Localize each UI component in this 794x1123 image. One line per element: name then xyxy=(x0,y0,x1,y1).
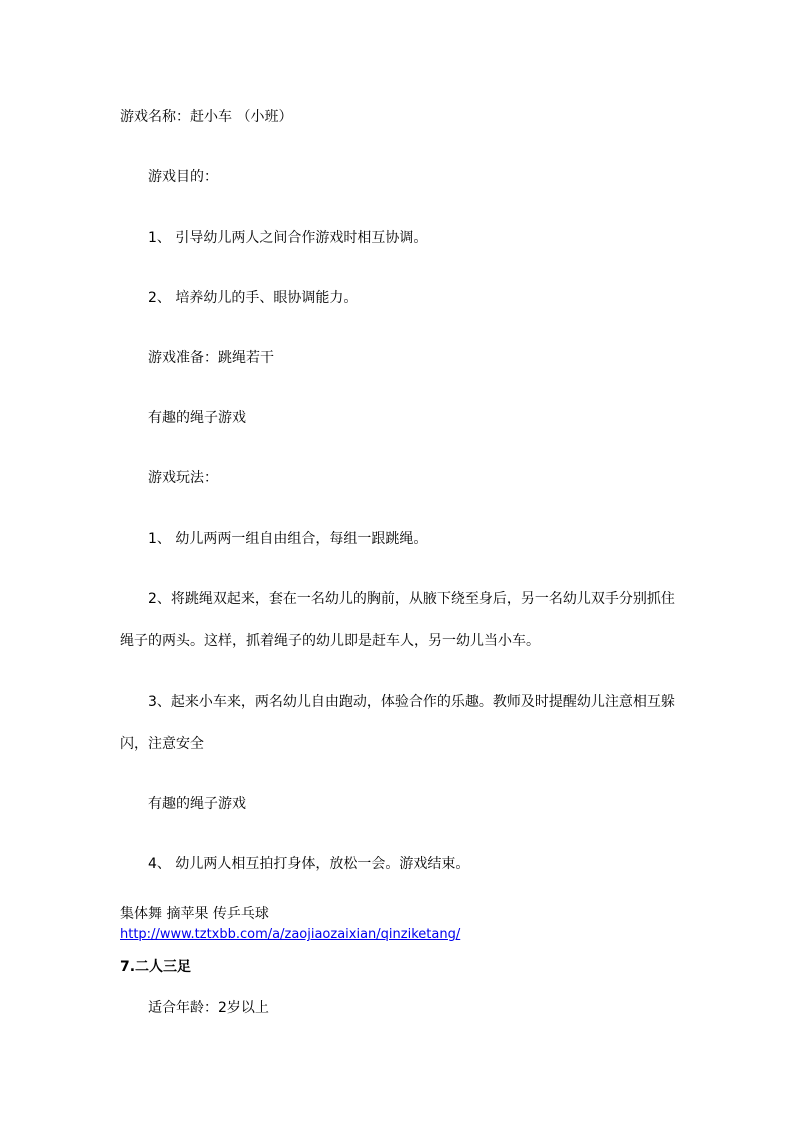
game-title: 游戏名称：赶小车 （小班） xyxy=(120,109,293,125)
play-step-4: 4、 幼儿两人相互拍打身体，放松一会。游戏结束。 xyxy=(148,856,470,872)
play-step-2-line-2: 绳子的两头。这样，抓着绳子的幼儿即是赶车人，另一幼儿当小车。 xyxy=(120,633,540,649)
play-step-1: 1、 幼儿两两一组自由组合，每组一跟跳绳。 xyxy=(148,531,428,547)
caption-rope-games-2: 有趣的绳子游戏 xyxy=(148,796,246,812)
goal-item-1: 1、 引导幼儿两人之间合作游戏时相互协调。 xyxy=(148,230,428,246)
related-games: 集体舞 摘苹果 传乒乓球 xyxy=(120,906,269,922)
section-heading: 7.二人三足 xyxy=(120,959,192,975)
goal-heading: 游戏目的： xyxy=(148,169,218,185)
play-heading: 游戏玩法： xyxy=(148,470,218,486)
play-step-2-line-1: 2、将跳绳双起来，套在一名幼儿的胸前，从腋下绕至身后，另一名幼儿双手分别抓住 xyxy=(148,591,675,607)
goal-item-2: 2、 培养幼儿的手、眼协调能力。 xyxy=(148,290,358,306)
preparation: 游戏准备：跳绳若干 xyxy=(148,350,274,366)
play-step-3-line-2: 闪，注意安全 xyxy=(120,736,204,752)
play-step-3-line-1: 3、起来小车来，两名幼儿自由跑动，体验合作的乐趣。教师及时提醒幼儿注意相互躲 xyxy=(148,694,675,710)
suitable-age: 适合年龄：2岁以上 xyxy=(148,1000,269,1016)
caption-rope-games-1: 有趣的绳子游戏 xyxy=(148,410,246,426)
source-link[interactable]: http://www.tztxbb.com/a/zaojiaozaixian/qinziketang/ xyxy=(120,927,461,942)
